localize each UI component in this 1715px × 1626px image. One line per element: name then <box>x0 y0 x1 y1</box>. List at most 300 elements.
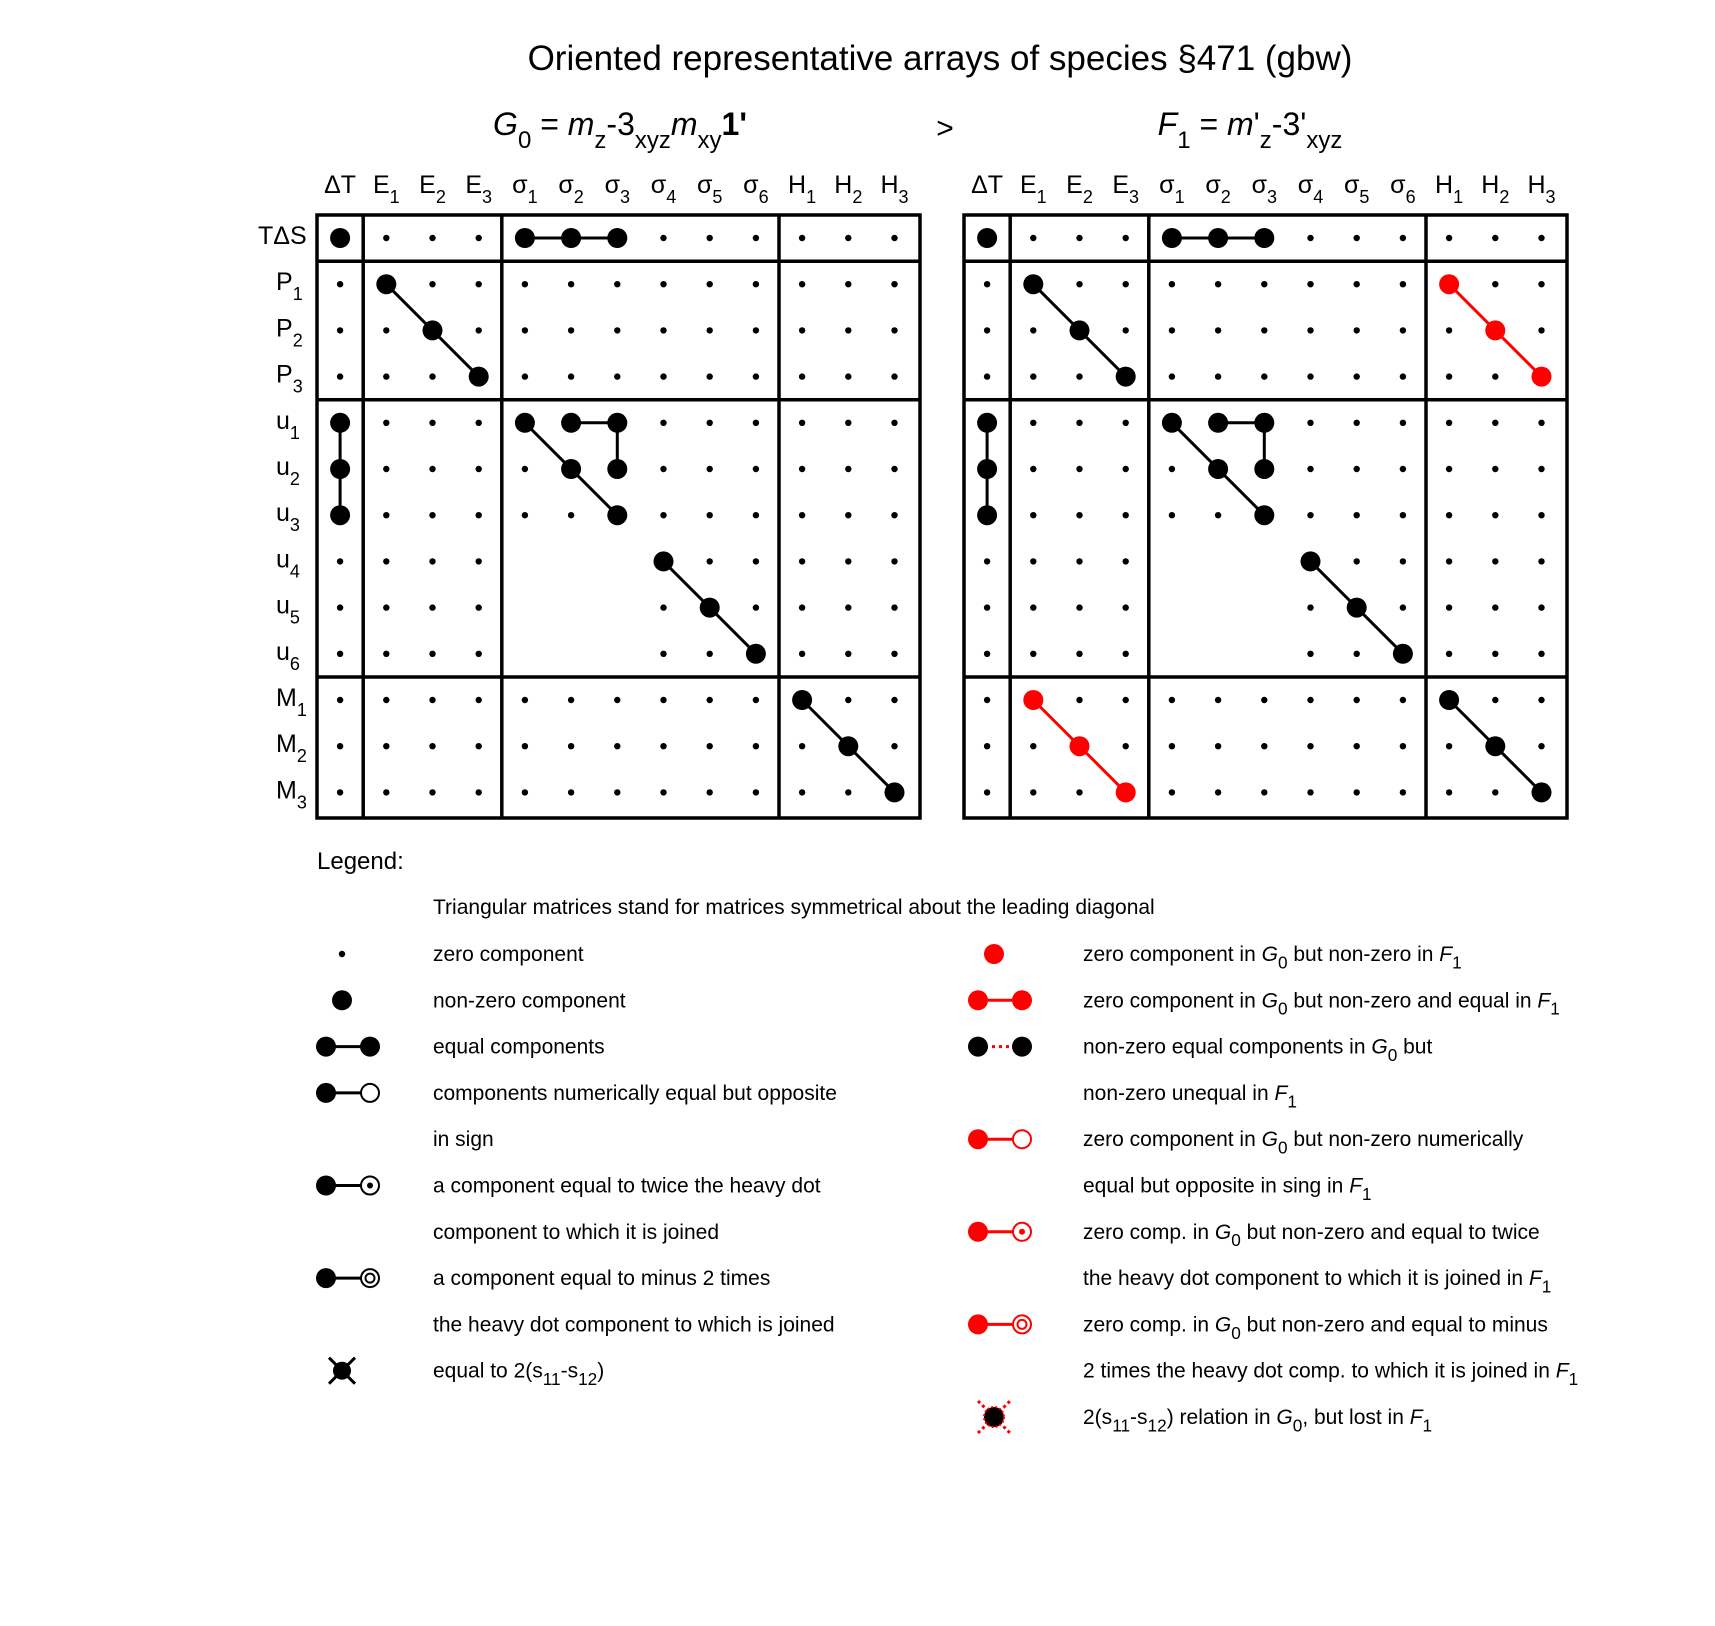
zero-component-dot <box>1354 466 1360 472</box>
row-header: $M_1$ <box>276 684 307 720</box>
zero-component-dot <box>845 558 851 564</box>
zero-component-dot <box>522 466 528 472</box>
nonzero-component-dot <box>1254 505 1274 525</box>
zero-component-dot <box>568 697 574 703</box>
zero-component-dot <box>753 281 759 287</box>
zero-component-dot <box>1215 373 1221 379</box>
zero-component-dot <box>1492 789 1498 795</box>
column-header: $\sigma_3$ <box>604 171 631 207</box>
legend-text: equal components <box>433 1035 605 1059</box>
legend-text: equal to $2(s_{11}-s_{12})$ <box>433 1359 605 1390</box>
zero-component-dot <box>1169 281 1175 287</box>
zero-component-dot <box>891 420 897 426</box>
zero-component-dot <box>1354 558 1360 564</box>
zero-component-dot <box>707 558 713 564</box>
zero-component-dot <box>476 420 482 426</box>
zero-component-dot <box>984 558 990 564</box>
legend-text: the heavy dot component to which it is joined in $F_1$ <box>1083 1267 1552 1297</box>
zero-component-dot <box>1169 743 1175 749</box>
zero-component-dot <box>1446 327 1452 333</box>
zero-component-dot <box>1076 420 1082 426</box>
zero-component-dot <box>1261 789 1267 795</box>
legend-symbol-small-dot <box>339 951 345 957</box>
zero-component-dot <box>799 558 805 564</box>
zero-component-dot <box>1123 512 1129 518</box>
zero-component-dot <box>1492 558 1498 564</box>
zero-component-dot <box>383 235 389 241</box>
nonzero-component-dot <box>654 551 674 571</box>
zero-component-dot <box>1215 789 1221 795</box>
zero-component-dot <box>1169 327 1175 333</box>
zero-component-dot <box>707 697 713 703</box>
nonzero-component-dot <box>515 413 535 433</box>
zero-component-dot <box>984 651 990 657</box>
zero-component-dot <box>1354 281 1360 287</box>
zero-component-dot <box>337 558 343 564</box>
zero-component-dot <box>891 466 897 472</box>
zero-component-dot <box>984 604 990 610</box>
zero-component-dot <box>1123 281 1129 287</box>
zero-component-dot <box>1400 743 1406 749</box>
zero-component-dot <box>1123 558 1129 564</box>
right-formula-text: $F_1 = m'_z-3'_{xyz}$ <box>1157 106 1343 154</box>
column-header: ΔT <box>971 171 1004 199</box>
zero-component-dot <box>1446 466 1452 472</box>
zero-component-dot <box>1123 604 1129 610</box>
zero-component-dot <box>1538 420 1544 426</box>
nonzero-component-dot <box>1208 413 1228 433</box>
zero-component-dot <box>799 420 805 426</box>
zero-component-dot <box>845 697 851 703</box>
zero-component-dot <box>1076 651 1082 657</box>
zero-component-dot <box>660 281 666 287</box>
row-header: $P_2$ <box>276 314 303 351</box>
red-nonzero-component-dot <box>1116 782 1136 802</box>
zero-component-dot <box>1400 327 1406 333</box>
zero-component-dot <box>1492 420 1498 426</box>
zero-component-dot <box>1076 558 1082 564</box>
zero-component-dot <box>1354 420 1360 426</box>
zero-component-dot <box>660 697 666 703</box>
zero-component-dot <box>1030 789 1036 795</box>
zero-component-dot <box>753 512 759 518</box>
zero-component-dot <box>1400 512 1406 518</box>
zero-component-dot <box>614 327 620 333</box>
comparison-symbol: > <box>936 112 954 145</box>
nonzero-component-dot <box>423 320 443 340</box>
zero-component-dot <box>383 743 389 749</box>
zero-component-dot <box>845 235 851 241</box>
zero-component-dot <box>1400 373 1406 379</box>
nonzero-component-dot <box>607 413 627 433</box>
zero-component-dot <box>1538 743 1544 749</box>
nonzero-component-dot <box>330 505 350 525</box>
zero-component-dot <box>753 789 759 795</box>
nonzero-component-dot <box>561 228 581 248</box>
zero-component-dot <box>1307 420 1313 426</box>
zero-component-dot <box>568 327 574 333</box>
legend-symbol-big-dot <box>332 990 352 1010</box>
zero-component-dot <box>1446 604 1452 610</box>
zero-component-dot <box>660 651 666 657</box>
zero-component-dot <box>429 373 435 379</box>
zero-component-dot <box>753 697 759 703</box>
zero-component-dot <box>383 558 389 564</box>
zero-component-dot <box>337 697 343 703</box>
row-header: $P_3$ <box>276 360 303 397</box>
zero-component-dot <box>1354 373 1360 379</box>
zero-component-dot <box>476 789 482 795</box>
row-header: $u_4$ <box>276 545 300 582</box>
zero-component-dot <box>1215 697 1221 703</box>
zero-component-dot <box>799 235 805 241</box>
nonzero-component-dot <box>1254 459 1274 479</box>
legend-text: zero comp. in $G_0$ but non-zero and equal to minus <box>1083 1313 1548 1343</box>
zero-component-dot <box>753 743 759 749</box>
zero-component-dot <box>891 512 897 518</box>
zero-component-dot <box>1446 512 1452 518</box>
zero-component-dot <box>707 743 713 749</box>
zero-component-dot <box>1123 743 1129 749</box>
column-header: $H_1$ <box>788 171 817 207</box>
zero-component-dot <box>1307 281 1313 287</box>
nonzero-component-dot <box>746 644 766 664</box>
zero-component-dot <box>337 281 343 287</box>
nonzero-component-dot <box>1301 551 1321 571</box>
zero-component-dot <box>337 604 343 610</box>
nonzero-component-dot <box>330 459 350 479</box>
zero-component-dot <box>429 697 435 703</box>
legend-text: non-zero unequal in $F_1$ <box>1083 1081 1297 1112</box>
zero-component-dot <box>845 512 851 518</box>
zero-component-dot <box>337 651 343 657</box>
column-header: $\sigma_2$ <box>558 171 584 207</box>
zero-component-dot <box>337 373 343 379</box>
zero-component-dot <box>1076 373 1082 379</box>
zero-component-dot <box>799 281 805 287</box>
zero-component-dot <box>1354 651 1360 657</box>
zero-component-dot <box>1215 281 1221 287</box>
zero-component-dot <box>845 281 851 287</box>
nonzero-component-dot <box>1162 413 1182 433</box>
row-header: $u_5$ <box>276 591 300 628</box>
column-header: $H_3$ <box>880 171 909 207</box>
zero-component-dot <box>891 604 897 610</box>
zero-component-dot <box>1446 235 1452 241</box>
zero-component-dot <box>1446 558 1452 564</box>
zero-component-dot <box>522 327 528 333</box>
zero-component-dot <box>522 789 528 795</box>
zero-component-dot <box>1123 651 1129 657</box>
column-header: $\sigma_1$ <box>512 171 538 207</box>
row-header: $u_3$ <box>276 499 300 536</box>
zero-component-dot <box>1030 651 1036 657</box>
zero-component-dot <box>1354 512 1360 518</box>
column-header: $E_3$ <box>465 171 493 207</box>
zero-component-dot <box>1030 466 1036 472</box>
zero-component-dot <box>522 512 528 518</box>
nonzero-component-dot <box>792 690 812 710</box>
zero-component-dot <box>891 373 897 379</box>
zero-component-dot <box>1400 697 1406 703</box>
zero-component-dot <box>753 327 759 333</box>
legend-text: in sign <box>433 1128 494 1152</box>
nonzero-component-dot <box>838 736 858 756</box>
zero-component-dot <box>984 697 990 703</box>
zero-component-dot <box>1400 420 1406 426</box>
zero-component-dot <box>707 512 713 518</box>
zero-component-dot <box>1261 743 1267 749</box>
column-header: $E_1$ <box>1019 171 1047 207</box>
zero-component-dot <box>522 373 528 379</box>
zero-component-dot <box>984 373 990 379</box>
zero-component-dot <box>522 281 528 287</box>
nonzero-component-dot <box>607 228 627 248</box>
nonzero-component-dot <box>977 228 997 248</box>
nonzero-component-dot <box>1254 228 1274 248</box>
column-header: ΔT <box>324 171 357 199</box>
zero-component-dot <box>568 281 574 287</box>
zero-component-dot <box>984 743 990 749</box>
zero-component-dot <box>1123 235 1129 241</box>
nonzero-component-dot <box>607 505 627 525</box>
zero-component-dot <box>891 235 897 241</box>
legend-text: 2 times the heavy dot comp. to which it is joined in $F_1$ <box>1083 1359 1579 1390</box>
zero-component-dot <box>707 789 713 795</box>
zero-component-dot <box>845 604 851 610</box>
zero-component-dot <box>1030 743 1036 749</box>
zero-component-dot <box>1400 604 1406 610</box>
zero-component-dot <box>476 604 482 610</box>
zero-component-dot <box>337 743 343 749</box>
zero-component-dot <box>753 235 759 241</box>
zero-component-dot <box>845 789 851 795</box>
zero-component-dot <box>1400 281 1406 287</box>
legend-text: non-zero equal components in $G_0$ but <box>1083 1035 1433 1065</box>
zero-component-dot <box>1400 466 1406 472</box>
zero-component-dot <box>1400 558 1406 564</box>
zero-component-dot <box>707 466 713 472</box>
column-header: $\sigma_6$ <box>743 171 769 207</box>
zero-component-dot <box>660 743 666 749</box>
column-header: $E_2$ <box>419 171 446 207</box>
zero-component-dot <box>568 373 574 379</box>
legend-text: a component equal to twice the heavy dot <box>433 1174 821 1198</box>
nonzero-component-dot <box>885 782 905 802</box>
zero-component-dot <box>429 604 435 610</box>
row-header: $u_6$ <box>276 637 300 674</box>
zero-component-dot <box>383 512 389 518</box>
legend-heading: Legend: <box>317 848 404 875</box>
zero-component-dot <box>1169 512 1175 518</box>
zero-component-dot <box>383 373 389 379</box>
zero-component-dot <box>1538 697 1544 703</box>
zero-component-dot <box>1446 789 1452 795</box>
zero-component-dot <box>1538 651 1544 657</box>
zero-component-dot <box>660 789 666 795</box>
zero-component-dot <box>1307 235 1313 241</box>
nonzero-component-dot <box>330 413 350 433</box>
zero-component-dot <box>1030 604 1036 610</box>
legend-text: component to which it is joined <box>433 1220 719 1244</box>
zero-component-dot <box>1307 604 1313 610</box>
nonzero-component-dot <box>1162 228 1182 248</box>
zero-component-dot <box>1169 697 1175 703</box>
legend-text: zero component in $G_0$ but non-zero numerically <box>1083 1128 1524 1158</box>
nonzero-component-dot <box>1347 598 1367 618</box>
column-header: $\sigma_1$ <box>1159 171 1185 207</box>
zero-component-dot <box>845 420 851 426</box>
zero-component-dot <box>1076 697 1082 703</box>
zero-component-dot <box>1446 373 1452 379</box>
column-header: $\sigma_4$ <box>650 171 677 207</box>
zero-component-dot <box>614 789 620 795</box>
column-header: $H_2$ <box>834 171 863 207</box>
zero-component-dot <box>1446 420 1452 426</box>
zero-component-dot <box>1492 512 1498 518</box>
zero-component-dot <box>522 697 528 703</box>
zero-component-dot <box>1307 512 1313 518</box>
zero-component-dot <box>614 697 620 703</box>
zero-component-dot <box>476 743 482 749</box>
zero-component-dot <box>799 651 805 657</box>
zero-component-dot <box>799 604 805 610</box>
nonzero-component-dot <box>1439 690 1459 710</box>
zero-component-dot <box>1123 420 1129 426</box>
red-nonzero-component-dot <box>1070 736 1090 756</box>
zero-component-dot <box>614 373 620 379</box>
zero-component-dot <box>1307 697 1313 703</box>
legend-text: $2(s_{11}-s_{12})$ relation in $G_0$, but lost in $F_1$ <box>1083 1406 1433 1436</box>
column-header: $H_1$ <box>1435 171 1464 207</box>
zero-component-dot <box>891 743 897 749</box>
nonzero-component-dot <box>607 459 627 479</box>
zero-component-dot <box>1492 235 1498 241</box>
nonzero-component-dot <box>1254 413 1274 433</box>
nonzero-component-dot <box>1208 459 1228 479</box>
zero-component-dot <box>984 789 990 795</box>
legend-text: zero comp. in $G_0$ but non-zero and equal to twice <box>1083 1220 1540 1251</box>
zero-component-dot <box>429 651 435 657</box>
zero-component-dot <box>1307 743 1313 749</box>
zero-component-dot <box>568 789 574 795</box>
zero-component-dot <box>429 281 435 287</box>
zero-component-dot <box>383 327 389 333</box>
nonzero-component-dot <box>376 274 396 294</box>
zero-component-dot <box>845 651 851 657</box>
zero-component-dot <box>337 327 343 333</box>
column-header: $\sigma_2$ <box>1205 171 1231 207</box>
zero-component-dot <box>753 373 759 379</box>
zero-component-dot <box>1030 512 1036 518</box>
zero-component-dot <box>1307 789 1313 795</box>
red-nonzero-component-dot <box>1532 367 1552 387</box>
zero-component-dot <box>1215 327 1221 333</box>
zero-component-dot <box>845 373 851 379</box>
zero-component-dot <box>660 466 666 472</box>
zero-component-dot <box>1123 327 1129 333</box>
zero-component-dot <box>1076 512 1082 518</box>
zero-component-dot <box>1354 235 1360 241</box>
zero-component-dot <box>753 420 759 426</box>
zero-component-dot <box>1538 512 1544 518</box>
zero-component-dot <box>891 281 897 287</box>
zero-component-dot <box>568 512 574 518</box>
nonzero-component-dot <box>515 228 535 248</box>
zero-component-dot <box>799 327 805 333</box>
zero-component-dot <box>1076 281 1082 287</box>
zero-component-dot <box>660 420 666 426</box>
zero-component-dot <box>429 558 435 564</box>
zero-component-dot <box>1400 235 1406 241</box>
column-header: $\sigma_4$ <box>1297 171 1324 207</box>
zero-component-dot <box>1261 697 1267 703</box>
zero-component-dot <box>476 281 482 287</box>
zero-component-dot <box>383 651 389 657</box>
zero-component-dot <box>429 420 435 426</box>
zero-component-dot <box>1492 373 1498 379</box>
zero-component-dot <box>568 743 574 749</box>
zero-component-dot <box>383 697 389 703</box>
zero-component-dot <box>660 604 666 610</box>
zero-component-dot <box>660 327 666 333</box>
zero-component-dot <box>660 373 666 379</box>
zero-component-dot <box>1538 466 1544 472</box>
zero-component-dot <box>1446 651 1452 657</box>
zero-component-dot <box>1538 281 1544 287</box>
legend-text: zero component <box>433 943 584 966</box>
zero-component-dot <box>1354 743 1360 749</box>
zero-component-dot <box>1492 651 1498 657</box>
zero-component-dot <box>1030 420 1036 426</box>
zero-component-dot <box>1076 235 1082 241</box>
legend-text: components numerically equal but opposite <box>433 1081 837 1105</box>
zero-component-dot <box>1261 327 1267 333</box>
zero-component-dot <box>1492 604 1498 610</box>
zero-component-dot <box>984 327 990 333</box>
zero-component-dot <box>614 743 620 749</box>
zero-component-dot <box>383 466 389 472</box>
zero-component-dot <box>1076 604 1082 610</box>
zero-component-dot <box>845 327 851 333</box>
zero-component-dot <box>476 466 482 472</box>
zero-component-dot <box>383 420 389 426</box>
zero-component-dot <box>1538 235 1544 241</box>
zero-component-dot <box>891 327 897 333</box>
zero-component-dot <box>707 281 713 287</box>
zero-component-dot <box>753 604 759 610</box>
legend-symbol-red-dot <box>984 944 1004 964</box>
zero-component-dot <box>476 512 482 518</box>
zero-component-dot <box>1169 466 1175 472</box>
column-header: $H_3$ <box>1527 171 1556 207</box>
column-header: $E_1$ <box>372 171 400 207</box>
zero-component-dot <box>429 235 435 241</box>
zero-component-dot <box>1030 235 1036 241</box>
zero-component-dot <box>1492 697 1498 703</box>
zero-component-dot <box>1492 281 1498 287</box>
row-header: TΔS <box>258 222 307 250</box>
zero-component-dot <box>383 789 389 795</box>
zero-component-dot <box>799 789 805 795</box>
zero-component-dot <box>1307 327 1313 333</box>
nonzero-component-dot <box>977 413 997 433</box>
zero-component-dot <box>476 235 482 241</box>
zero-component-dot <box>383 604 389 610</box>
nonzero-component-dot <box>561 459 581 479</box>
zero-component-dot <box>1400 789 1406 795</box>
row-header: $M_2$ <box>276 730 307 767</box>
